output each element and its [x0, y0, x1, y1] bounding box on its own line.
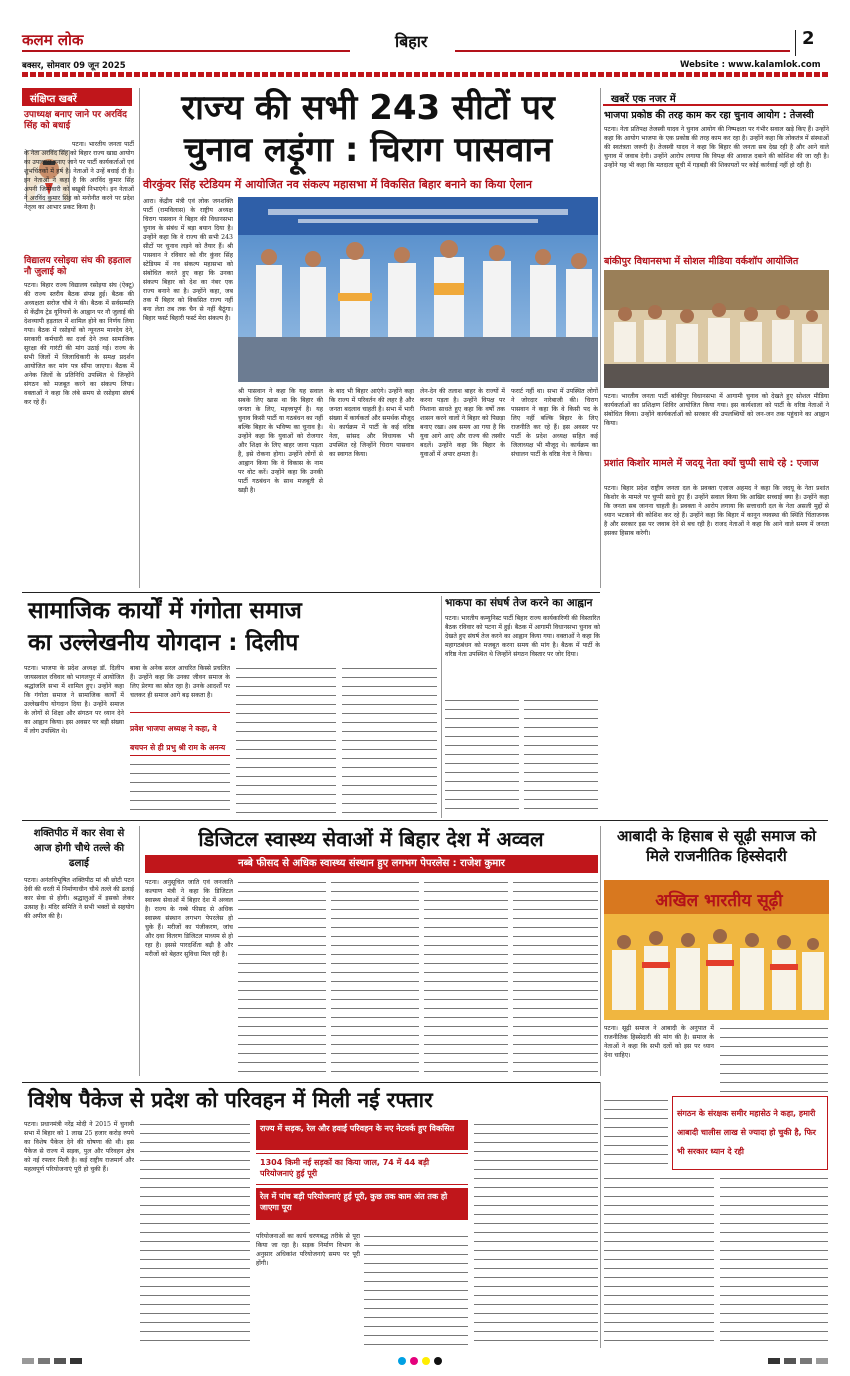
transport-body-4: [364, 1232, 468, 1346]
bhakpa-headline: भाकपा का संघर्ष तेज करने का आह्वान: [445, 597, 593, 609]
transport-bullet-1-text: राज्य में सड़क, रेल और हवाई परिवहन के नए नेटवर्क हुए विकसित: [260, 1124, 455, 1133]
r2-body: पटना। भारतीय जनता पार्टी बांकीपुर विधानसभा में आगामी चुनाव को देखते हुए सोशल मीडिया कार्यकर्ताओं का प्रशिक्षण शिविर आयोजित किया गया। इस कार्यशाला को पार्टी के वरिष्ठ नेताओं ने संबोधित किया। उन्होंने कार्यकर्ताओं को सरकार की उपलब्धियों को जन-जन तक पहुंचाने का आह्वान किया।: [604, 393, 829, 427]
r2-title: बांकीपुर विधानसभा में सोशल मीडिया वर्कशॉप आयोजित: [604, 256, 799, 267]
sudhi-callout-text: संगठन के संरक्षक समीर महासेठ ने कहा, हमारी आबादी चालीस लाख से ज्यादा हो चुकी है, फिर भी सरकार ध्यान दे रही: [677, 1109, 816, 1156]
s2-body: पटना। बिहार राज्य विद्यालय रसोइया संघ (ऐक्टू) की राज्य स्तरीय बैठक संपन्न हुई। बैठक की अध्यक्षता सरोज चौबे ने की। बैठक में सर्वसम्मति से केंद्रीय ट्रेड यूनियनों के आह्वान पर नौ जुलाई की देशव्यापी हड़ताल में शामिल होने का निर्णय लिया गया। बैठक में रसोइयों को न्यूनतम मानदेय देने, सरकारी कर्मचारी का दर्जा देने तथा सामाजिक सुरक्षा की गारंटी की मांग उठाई गई। राज्य के सभी जिलों में जिलाधिकारी के समक्ष प्रदर्शन आयोजित कर मांग पत्र सौंपा जाएगा। बैठक में अनेक जिलों के प्रतिनिधि उपस्थित थे जिन्होंने संगठन को मजबूत करने का संकल्प लिया। वक्ताओं ने कहा कि लंबे समय से रसोइया संघर्ष कर रहे हैं।: [24, 282, 134, 406]
health-subheadline-bar: [145, 855, 598, 873]
transport-bullets-box: [256, 1120, 468, 1226]
shaktipith-col-rule: [139, 826, 140, 1076]
s1-title: उपाध्यक्ष बनाए जाने पर अरविंद सिंह को बधाई: [24, 110, 127, 131]
mid-rule: [22, 592, 600, 593]
health-right-rule: [600, 826, 601, 1076]
dateline: बक्सर, सोमवार 09 जून 2025: [22, 61, 126, 71]
mid-headline-2: का उल्लेखनीय योगदान : दिलीप: [28, 630, 299, 656]
page-number-divider: [795, 30, 796, 56]
lead-body-1: आरा। केंद्रीय मंत्री एवं लोक जनशक्ति पार्टी (रामविलास) के राष्ट्रीय अध्यक्ष चिराग पासवान ने बिहार की विधानसभा चुनाव के संबंध में बड़ा बयान दिया है। उन्होंने कहा कि वे राज्य की सभी 243 सीटों पर चुनाव लड़ने को तैयार हैं। श्री पासवान ने रविवार को वीर कुंवर सिंह स्टेडियम में नव संकल्प महासभा को संबोधित करते हुए कहा कि उनका संकल्प बिहार को देश का नंबर एक राज्य बनाने का है। उन्होंने कहा, जब तक मैं बिहार को विकसित राज्य नहीं बना लेता तब तक चैन से नहीं बैठूंगा। बिहार फर्स्ट बिहारी फर्स्ट मेरा संकल्प है।: [143, 198, 233, 322]
transport-body-3: परियोजनाओं का कार्य चरणबद्ध तरीके से पूरा किया जा रहा है। सड़क निर्माण विभाग के अनुसार अधिकांश परियोजनाएं समय पर पूरी होंगी।: [256, 1233, 360, 1267]
bhakpa-body-2: [445, 696, 519, 816]
transport-bullet-3-text: रेल में पांच बड़ी परियोजनाएं हुई पूरी, कुछ तक काम अंत तक हो जाएगा पूरा: [260, 1192, 448, 1212]
transport-bullet-1: [256, 1120, 468, 1150]
mid-body-3: [130, 760, 230, 814]
lead-body-2: श्री पासवान ने कहा कि यह सवाल सबके लिए खास था कि बिहार की जनता के लिए, महत्त्वपूर्ण है। यह चुनाव किसी पार्टी या गठबंधन का नहीं बल्कि बिहार के भविष्य का चुनाव है। उन्होंने कहा कि युवाओं को रोजगार और शिक्षा के लिए बाहर जाना पड़ता है, इसे रोकना होगा। उन्होंने लोगों से आह्वान किया कि वे विकास के नाम पर वोट करें। उन्होंने कहा कि उनकी पार्टी गठबंधन के साथ मजबूती से खड़ी है।: [238, 388, 323, 494]
masthead-rule: [22, 50, 350, 52]
lead-body-4: लेन-देन की तलाश बाहर के राज्यों में करना पड़ता है। उन्होंने विपक्ष पर निशाना साधते हुए कहा कि वर्षों तक शासन करने वालों ने बिहार को पिछड़ा बनाए रखा। अब समय आ गया है कि युवा आगे आएं और राज्य की तस्वीर बदलें। उन्होंने कहा कि बिहार के युवाओं में अपार क्षमता है।: [420, 388, 505, 458]
health-body-3: [331, 878, 419, 1074]
sudhi-body-3: [604, 1096, 668, 1170]
lead-subheadline: वीरकुंवर सिंह स्टेडियम में आयोजित नव संकल्प महासभा में विकसित बिहार बनाने का किया ऐलान: [143, 178, 532, 191]
shaktipith-rule: [22, 820, 828, 821]
health-body-2: [238, 878, 326, 1074]
mid-body-5: [342, 664, 437, 814]
sudhi-callout: [672, 1096, 828, 1170]
health-subheadline: नब्बे फीसद से अधिक स्वास्थ्य संस्थान हुए लगभग पेपरलेस : राजेश कुमार: [238, 858, 505, 869]
mid-pullquote: [130, 712, 230, 756]
transport-bullet-3: [256, 1188, 468, 1220]
news-at-glance-header: [603, 88, 828, 106]
transport-body: पटना। प्रधानमंत्री नरेंद्र मोदी ने 2015 में चुनावी सभा में बिहार को 1 लाख 25 हजार करोड़ रुपये का विशेष पैकेज देने की घोषणा की थी। इस पैकेज से राज्य में सड़क, पुल और परिवहन क्षेत्र को नई रफ्तार मिली है। कई राष्ट्रीय राजमार्ग और महत्वपूर्ण परियोजनाएं पूरी हो चुकी हैं।: [24, 1121, 134, 1173]
r1-body: पटना। नेता प्रतिपक्ष तेजस्वी यादव ने चुनाव आयोग की निष्पक्षता पर गंभीर सवाल खड़े किए हैं। उन्होंने कहा कि आयोग भाजपा के एक प्रकोष्ठ की तरह काम कर रहा है। उन्होंने कहा कि लोकतंत्र में संस्थाओं की स्वतंत्रता जरूरी है। तेजस्वी यादव ने कहा कि बिहार की जनता सब देख रही है और आने वाले चुनाव में जवाब देगी। उन्होंने आरोप लगाया कि विपक्ष की आवाज दबाने की कोशिश की जा रही है। उन्होंने यह भी कहा कि मतदाता सूची में गड़बड़ी की शिकायतों पर कोई कार्रवाई नहीं हो रही है।: [604, 126, 829, 169]
sudhi-banner-text: अखिल भारतीय सूढ़ी: [655, 891, 783, 911]
r3-title: प्रशांत किशोर मामले में जदयू नेता क्यों चुप्पी साधे रहे : एजाज: [604, 458, 819, 469]
mid-pullquote-text: प्रवेश भाजपा अध्यक्ष ने कहा, वे बचपन से ही प्रभु श्री राम के अनन्य: [130, 724, 226, 752]
r1-title: भाजपा प्रकोष्ठ की तरह काम कर रहा चुनाव आयोग : तेजस्वी: [604, 110, 814, 121]
lead-right-rule: [600, 88, 601, 588]
health-body: पटना। अनुसूचित जाति एवं जनजाति कल्याण मंत्री ने कहा कि डिजिटल स्वास्थ्य सेवाओं में बिहार देश में अव्वल है। राज्य के नब्बे फीसद से अधिक स्वास्थ्य संस्थान लगभग पेपरलेस हो चुके हैं। मरीजों का पंजीकरण, जांच और दवा वितरण डिजिटल माध्यम से हो रहा है। इससे पारदर्शिता बढ़ी है और मरीजों को बेहतर सुविधा मिल रही है।: [145, 879, 233, 958]
shaktipith-headline: शक्तिपीठ में कार सेवा से आज होगी चौथे तल्ले की ढलाई: [33, 828, 125, 869]
social-media-workshop-photo: [604, 270, 829, 388]
transport-bullet-2-text: 1304 किमी नई सड़कों का किया जाल, 74 में 44 बड़ी परियोजनाएं हुई पूरी: [260, 1158, 430, 1178]
sudhi-body-2: [720, 1024, 828, 1094]
transport-right-rule: [600, 1082, 601, 1348]
brief-news-header: [22, 88, 132, 106]
mid-body: पटना। भाजपा के प्रदेश अध्यक्ष डॉ. दिलीप जायसवाल रविवार को भागलपुर में आयोजित श्रद्धांजलि सभा में शामिल हुए। उन्होंने कहा कि गंगोता समाज ने सामाजिक कार्यों में उल्लेखनीय योगदान दिया है। उन्होंने समाज के लोगों से शिक्षा और संगठन पर ध्यान देने का आह्वान किया। इस अवसर पर बड़ी संख्या में लोग उपस्थित थे।: [24, 665, 124, 735]
lead-headline-1: राज्य की सभी 243 सीटों पर: [181, 88, 555, 128]
health-headline: डिजिटल स्वास्थ्य सेवाओं में बिहार देश में अव्वल: [198, 827, 544, 851]
sudhi-headline: आबादी के हिसाब से सूढ़ी समाज को मिले राजनीतिक हिस्सेदारी: [616, 827, 817, 865]
bhakpa-body-3: [524, 696, 598, 816]
website: Website : www.kalamlok.com: [680, 60, 821, 70]
lead-headline-2: चुनाव लड़ूंगा : चिराग पासवान: [183, 130, 553, 170]
sudhi-body: पटना। सूढ़ी समाज ने आबादी के अनुपात में राजनीतिक हिस्सेदारी की मांग की है। समाज के नेताओं ने कहा कि सभी दलों को इस पर ध्यान देना चाहिए।: [604, 1025, 714, 1059]
lead-body-3: के बाद भी बिहार आएंगे। उन्होंने कहा कि राज्य में परिवर्तन की लहर है और जनता बदलाव चाहती है। सभा में भारी संख्या में कार्यकर्ता और समर्थक मौजूद थे। कार्यक्रम में पार्टी के कई वरिष्ठ नेता, सांसद और विधायक भी उपस्थित रहे जिन्होंने चिराग पासवान का स्वागत किया।: [329, 388, 414, 458]
section-rule: [455, 50, 790, 52]
dateline-rule: [22, 72, 828, 77]
r3-body: पटना। बिहार प्रदेश राष्ट्रीय जनता दल के प्रवक्ता एजाज अहमद ने कहा कि जदयू के नेता प्रशांत किशोर के मामले पर चुप्पी साधे हुए हैं। उन्होंने सवाल किया कि आखिर सच्चाई क्या है। उन्होंने कहा कि जनता सब जानना चाहती है। प्रवक्ता ने आरोप लगाया कि सत्ताधारी दल के नेता असली मुद्दों से ध्यान भटकाने की कोशिश कर रहे हैं। उन्होंने कहा कि बिहार में कानून व्यवस्था की स्थिति चिंताजनक है और सरकार इस पर जवाब देने से बच रही है। राजद नेताओं ने कहा कि आने वाले समय में जनता इसका हिसाब करेगी।: [604, 485, 829, 537]
page-number: 2: [802, 28, 815, 49]
footer-color-strip: [22, 1352, 828, 1364]
news-at-glance-label: खबरें एक नजर में: [611, 94, 676, 105]
sudhi-body-4: [604, 1174, 714, 1344]
masthead-brand: कलम लोक: [22, 31, 84, 49]
transport-body-2: [140, 1120, 250, 1346]
bhakpa-rule: [441, 596, 442, 818]
mid-body-4: [236, 664, 336, 814]
bhakpa-body: पटना। भारतीय कम्युनिस्ट पार्टी बिहार राज्य कार्यकारिणी की विस्तारित बैठक रविवार को पटना में हुई। बैठक में आगामी विधानसभा चुनाव को देखते हुए संघर्ष तेज करने का आह्वान किया गया। वक्ताओं ने कहा कि महागठबंधन को मजबूत करना समय की मांग है। बैठक में पार्टी के वरिष्ठ नेता उपस्थित थे जिन्होंने संगठन विस्तार पर जोर दिया।: [445, 615, 600, 658]
transport-bullet-2: [256, 1153, 468, 1185]
section-name: बिहार: [395, 32, 428, 51]
chirag-paswan-rally-photo: [238, 197, 598, 382]
health-body-4: [424, 878, 508, 1074]
transport-body-5: [474, 1120, 598, 1346]
transport-headline: विशेष पैकेज से प्रदेश को परिवहन में मिली नई रफ्तार: [28, 1088, 433, 1112]
s2-title: विद्यालय रसोइया संघ की हड़ताल नौ जुलाई को: [24, 256, 132, 277]
health-body-5: [513, 878, 598, 1074]
brief-news-header-label: संक्षिप्त खबरें: [30, 94, 77, 105]
mid-body-2: बाबा के अनेक सरल आचरित किस्से प्रचलित हैं। उन्होंने कहा कि उनका जीवन समाज के लिए प्रेरणा का स्रोत रहा है। उनके आदर्शों पर चलकर ही समाज आगे बढ़ सकता है।: [130, 665, 230, 699]
s1-body: पटना। भारतीय जनता पार्टी के नेता अरविंद सिंह को बिहार राज्य खाद्य आयोग का उपाध्यक्ष बनाए जाने पर पार्टी कार्यकर्ताओं एवं शुभचिंतकों में हर्ष है। नेताओं ने उन्हें बधाई दी है। इन नेताओं ने कहा है कि अरविंद कुमार सिंह अपनी जिम्मेवारी को बखूबी निभाएंगे। इन नेताओं ने अरविंद कुमार सिंह को मनोनीत करने पर प्रदेश नेतृत्व का आभार प्रकट किया है।: [24, 141, 134, 211]
mid-headline-1: सामाजिक कार्यों में गंगोता समाज: [28, 598, 302, 624]
shaktipith-body: पटना। अनंतविभूषित शक्तिपीठ मां श्री छोटी पटन देवी की धरती में निर्माणाधीन चौथे तल्ले की ढलाई कार सेवा से होगी। श्रद्धालुओं में इसको लेकर उत्साह है। मंदिर समिति ने सभी भक्तों से सहयोग की अपील की है।: [24, 877, 134, 920]
sudhi-body-5: [720, 1174, 828, 1344]
lead-body-5: फरार्ट नहीं था। सभा में उपस्थित लोगों ने जोरदार नारेबाजी की। चिराग पासवान ने कहा कि वे किसी पद के लिए नहीं बल्कि बिहार के लिए राजनीति कर रहे हैं। इस अवसर पर पार्टी के प्रदेश अध्यक्ष सहित कई जिलाध्यक्ष भी मौजूद थे। कार्यक्रम का संचालन पार्टी के वरिष्ठ नेता ने किया।: [511, 388, 598, 458]
transport-rule: [22, 1082, 600, 1083]
